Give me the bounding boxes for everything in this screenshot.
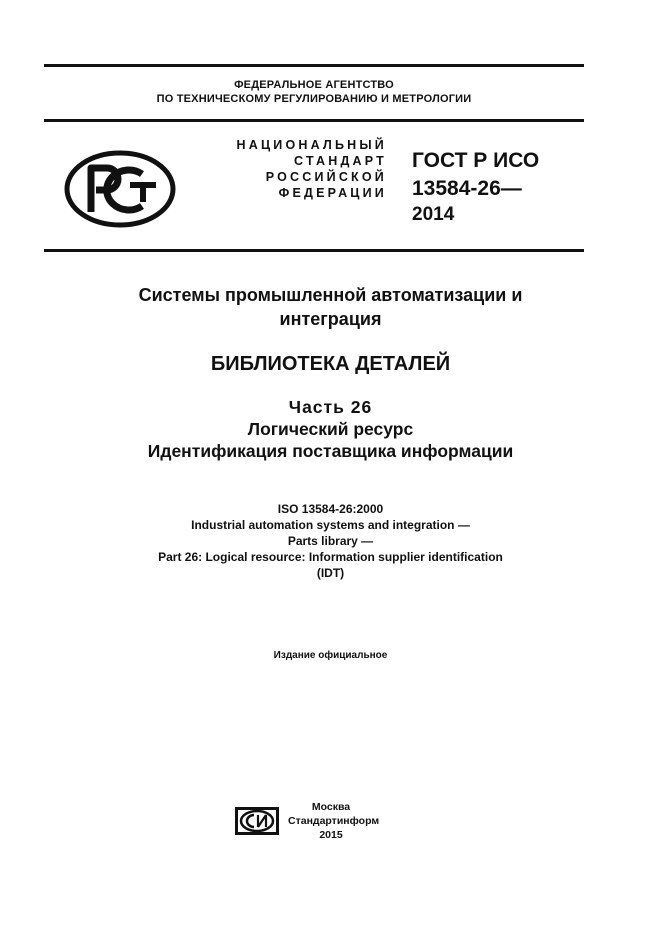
library-title: БИБЛИОТЕКА ДЕТАЛЕЙ	[210, 353, 451, 375]
subtitle-line-2: Идентификация поставщика информации	[147, 441, 514, 461]
rst-mark-icon	[64, 150, 176, 228]
publisher-year: 2015	[319, 829, 343, 841]
iso-line-4: Part 26: Logical resource: Information supplier identification	[158, 550, 503, 564]
publisher-city: Москва	[311, 801, 351, 813]
national-standard-line-3: РОССИЙСКОЙ	[265, 170, 387, 184]
publisher-block	[288, 800, 380, 842]
designation-year: 2014	[412, 204, 455, 225]
title-rule	[44, 249, 584, 252]
part-number: Часть 26	[288, 397, 373, 417]
designation-line-1: ГОСТ Р ИСО	[412, 149, 540, 172]
agency-line-1: ФЕДЕРАЛЬНОЕ АГЕНТСТВО	[234, 79, 394, 91]
standard-designation	[412, 147, 539, 227]
main-title-line-1: Системы промышленной автоматизации и	[138, 285, 523, 305]
main-title-line-2: интеграция	[279, 309, 382, 329]
national-standard-line-1: НАЦИОНАЛЬНЫЙ	[236, 138, 387, 152]
national-standard-line-4: ФЕДЕРАЦИИ	[278, 186, 387, 200]
main-title	[40, 283, 621, 331]
header-rule	[44, 119, 584, 122]
edition-label: Издание официальное	[273, 650, 388, 661]
iso-line-2: Industrial automation systems and integration —	[191, 518, 470, 532]
standartinform-logo-icon	[234, 806, 280, 836]
publisher-name: Стандартинформ	[288, 815, 380, 827]
agency-line-2: ПО ТЕХНИЧЕСКОМУ РЕГУЛИРОВАНИЮ И МЕТРОЛОГИИ	[156, 93, 472, 105]
iso-line-3: Parts library —	[287, 534, 374, 548]
part-title	[40, 396, 621, 462]
subtitle-line-1: Логический ресурс	[247, 419, 414, 439]
designation-line-2: 13584-26—	[412, 177, 522, 200]
iso-line-1: ISO 13584-26:2000	[277, 502, 384, 516]
national-standard-line-2: СТАНДАРТ	[294, 154, 387, 168]
top-rule	[44, 64, 584, 67]
iso-line-5: (IDT)	[316, 566, 345, 580]
agency-header	[44, 78, 584, 106]
national-standard-label	[225, 137, 387, 201]
iso-reference	[40, 501, 621, 581]
